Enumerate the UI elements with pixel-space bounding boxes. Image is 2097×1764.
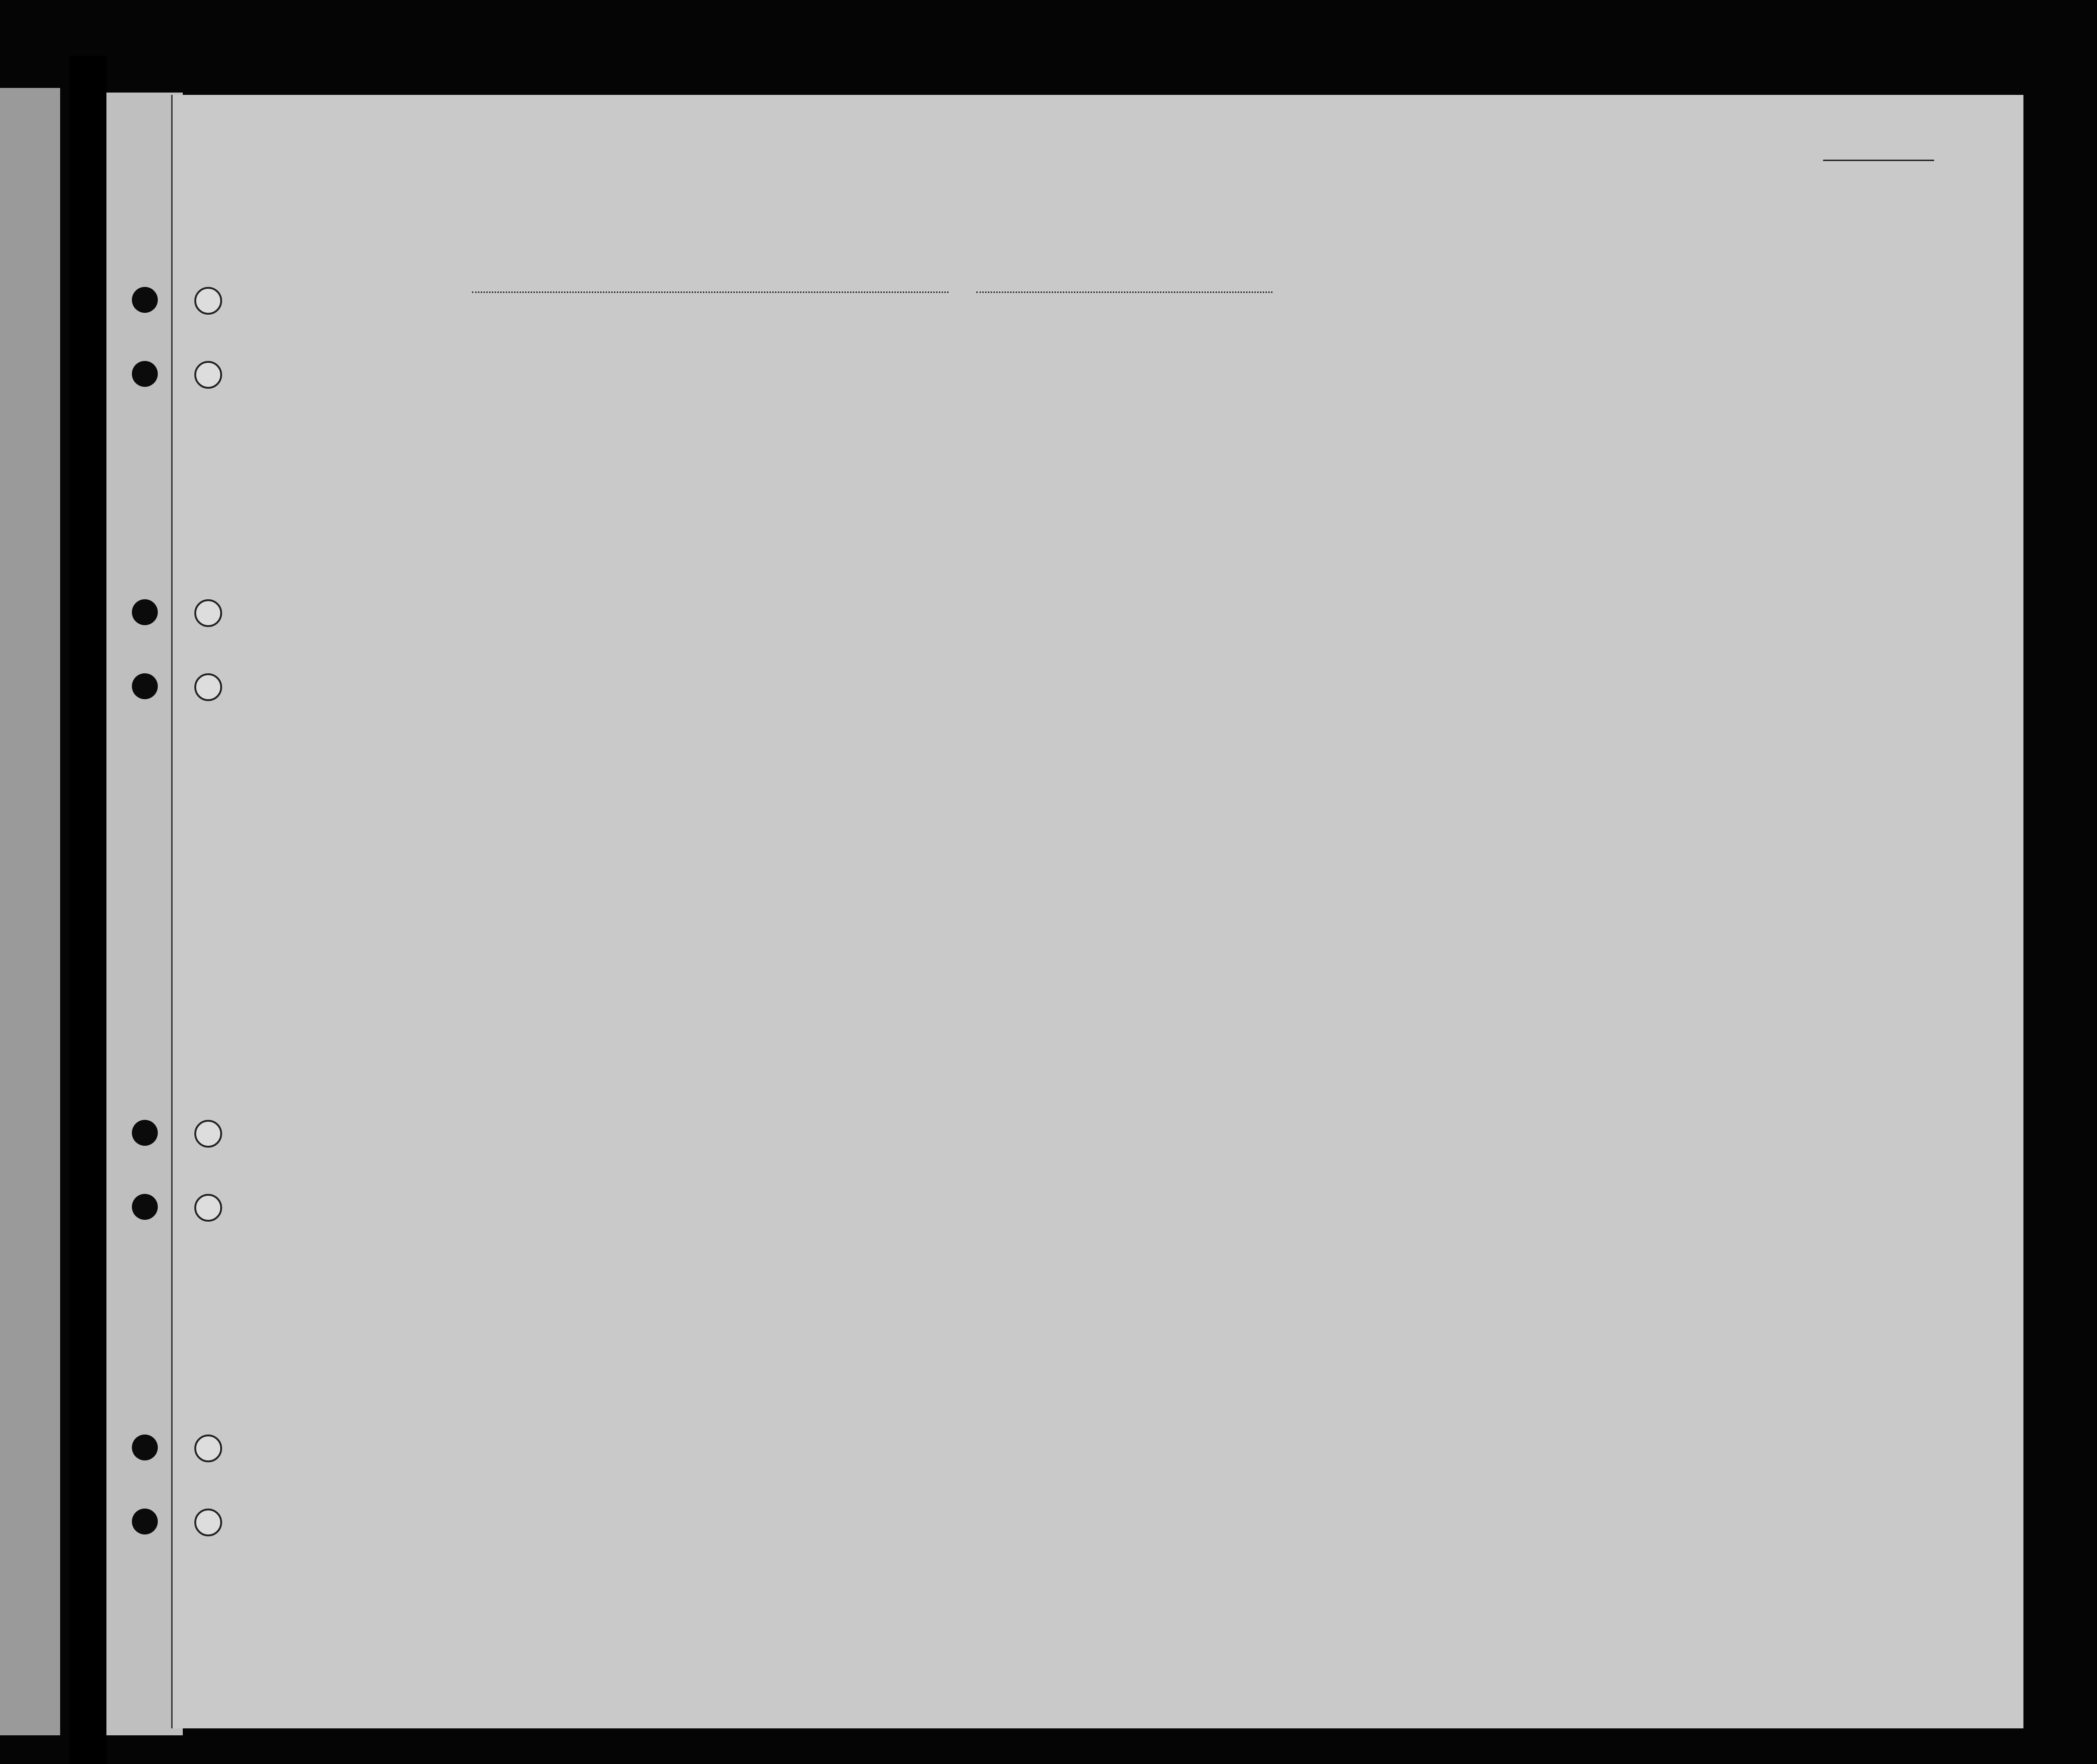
header-purpose-return — [1222, 356, 1252, 470]
header-overthrow — [1421, 345, 1458, 470]
header-deported — [1515, 345, 1541, 470]
header-purpose-length — [1259, 356, 1284, 470]
header-offer — [1474, 345, 1504, 470]
header-purpose-citizen — [1296, 356, 1321, 470]
header-prison — [1330, 345, 1356, 470]
